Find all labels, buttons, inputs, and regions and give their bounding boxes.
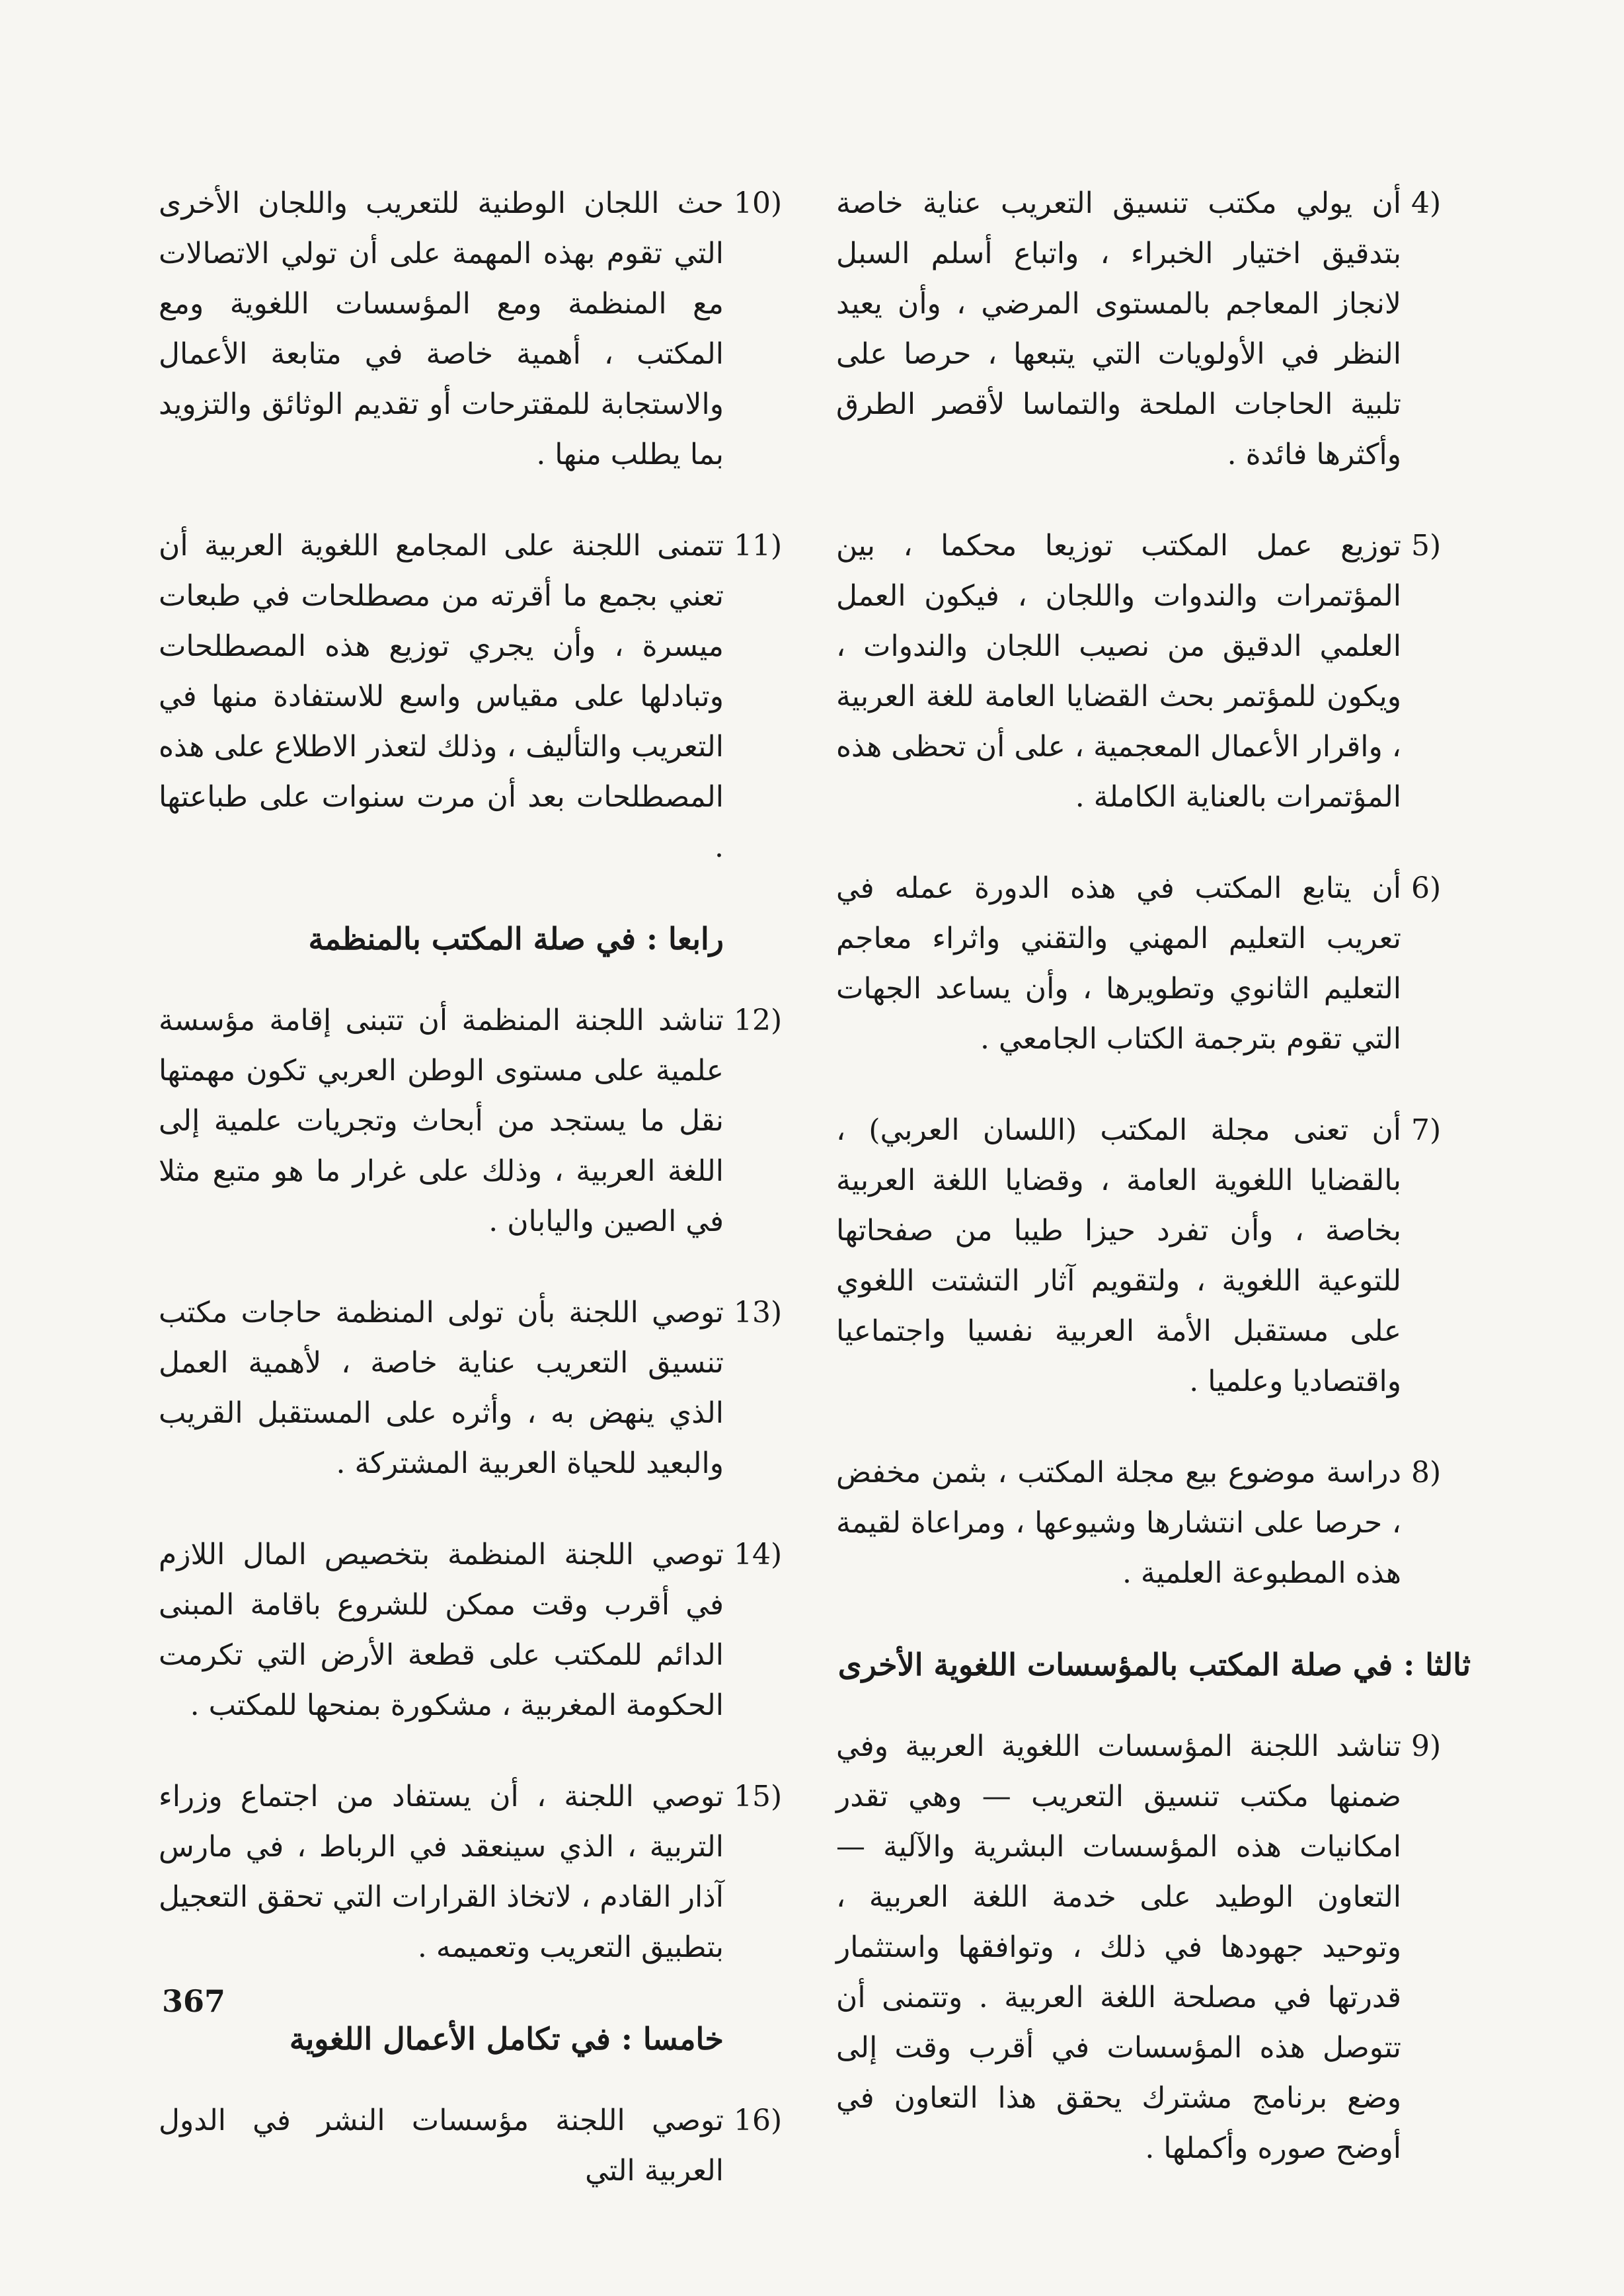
item-text: توصي اللجنة بأن تولى المنظمة حاجات مكتب تنسيق التعريب عناية خاصة ، لأهمية العمل الذي ينهض به ، وأثره على المستقبل القريب والبعيد للحياة العربية المشتركة . [159, 1296, 724, 1480]
list-item [836, 521, 1471, 822]
list-item [159, 2096, 793, 2196]
list-item [836, 1722, 1471, 2174]
list-item [159, 1530, 793, 1731]
item-number: 5) [1411, 529, 1442, 563]
list-item [159, 996, 793, 1247]
item-text: تناشد اللجنة المنظمة أن تتبنى إقامة مؤسسة علمية على مستوى الوطن العربي تكون مهمتها نقل ما يستجد من أبحاث وتجريات علمية إلى اللغة العربية ، وذلك على غرار ما هو متبع مثلا في الصين واليابان . [159, 1004, 724, 1238]
section-heading: خامسا : في تكامل الأعمال اللغوية [289, 2021, 724, 2057]
section-heading: ثالثا : في صلة المكتب بالمؤسسات اللغوية الأخرى [837, 1647, 1471, 1682]
item-number: 7) [1411, 1113, 1442, 1147]
item-text: توصي اللجنة مؤسسات النشر في الدول العربية التي [159, 2104, 724, 2188]
item-text: تناشد اللجنة المؤسسات اللغوية العربية وفي ضمنها مكتب تنسيق التعريب — وهي تقدر امكانيات هذه المؤسسات البشرية والآلية — التعاون الوطيد على خدمة اللغة العربية ، وتوحيد جهودها في ذلك ، وتوافقها واستثمار قدرتها في مصلحة اللغة العربية . وتتمنى أن تتوصل هذه المؤسسات في أقرب وقت إلى وضع برنامج مشترك يحقق هذا التعاون في أوضح صوره وأكملها . [836, 1729, 1401, 2165]
item-number: 13) [734, 1296, 783, 1329]
item-text: توصي اللجنة ، أن يستفاد من اجتماع وزراء التربية ، الذي سينعقد في الرباط ، في مارس آذار القادم ، لاتخاذ القرارات التي تحقق التعجيل بتطبيق التعريب وتعميمه . [159, 1780, 724, 1964]
item-text: حث اللجان الوطنية للتعريب واللجان الأخرى التي تقوم بهذه المهمة على أن تولي الاتصالات مع المنظمة ومع المؤسسات اللغوية ومع المكتب ، أهمية خاصة في متابعة الأعمال والاستجابة للمقترحات أو تقديم الوثائق والتزويد بما يطلب منها . [159, 186, 724, 471]
item-number: 14) [734, 1538, 783, 1571]
right-column [836, 178, 1471, 2215]
list-item [159, 1772, 793, 1973]
item-text: دراسة موضوع بيع مجلة المكتب ، بثمن مخفض ، حرصا على انتشارها وشيوعها ، ومراعاة لقيمة هذه المطبوعة العلمية . [836, 1456, 1401, 1590]
item-text: تتمنى اللجنة على المجامع اللغوية العربية أن تعني بجمع ما أقرته من مصطلحات في طبعات ميسرة ، وأن يجري توزيع هذه المصطلحات وتبادلها على مقياس واسع للاستفادة منها في التعريب والتأليف ، وذلك لتعذر الاطلاع على هذه المصطلحات بعد أن مرت سنوات على طباعتها . [159, 529, 724, 864]
list-item [836, 178, 1471, 480]
item-number: 15) [734, 1780, 783, 1813]
list-item [159, 178, 793, 480]
list-item [836, 863, 1471, 1064]
list-item [159, 521, 793, 873]
item-number: 12) [734, 1004, 783, 1037]
item-number: 10) [734, 186, 783, 220]
left-column [159, 178, 793, 2237]
page-number: 367 [162, 1983, 226, 2019]
item-number: 11) [734, 529, 783, 563]
item-text: أن يولي مكتب تنسيق التعريب عناية خاصة بتدقيق اختيار الخبراء ، واتباع أسلم السبل لانجاز المعاجم بالمستوى المرضي ، وأن يعيد النظر في الأولويات التي يتبعها ، حرصا على تلبية الحاجات الملحة والتماسا لأقصر الطرق وأكثرها فائدة . [836, 186, 1401, 471]
item-text: توصي اللجنة المنظمة بتخصيص المال اللازم في أقرب وقت ممكن للشروع باقامة المبنى الدائم للمكتب على قطعة الأرض التي تكرمت الحكومة المغربية ، مشكورة بمنحها للمكتب . [159, 1538, 724, 1722]
section-heading: رابعا : في صلة المكتب بالمنظمة [308, 921, 724, 957]
item-number: 16) [734, 2104, 783, 2137]
item-number: 6) [1411, 871, 1442, 905]
item-text: أن تعنى مجلة المكتب (اللسان العربي) ، بالقضايا اللغوية العامة ، وقضايا اللغة العربية بخاصة ، وأن تفرد حيزا طيبا من صفحاتها للتوعية اللغوية ، ولتقويم آثار التشتت اللغوي على مستقبل الأمة العربية نفسيا واجتماعيا واقتصاديا وعلميا . [836, 1113, 1401, 1398]
list-item [836, 1448, 1471, 1599]
item-number: 8) [1411, 1456, 1442, 1489]
item-number: 4) [1411, 186, 1442, 220]
item-text: أن يتابع المكتب في هذه الدورة عمله في تعريب التعليم المهني والتقني واثراء معاجم التعليم الثانوي وتطويرها ، وأن يساعد الجهات التي تقوم بترجمة الكتاب الجامعي . [836, 871, 1401, 1056]
list-item [159, 1288, 793, 1489]
list-item [836, 1105, 1471, 1407]
item-number: 9) [1411, 1729, 1442, 1763]
item-text: توزيع عمل المكتب توزيعا محكما ، بين المؤتمرات والندوات واللجان ، فيكون العمل العلمي الدقيق من نصيب اللجان والندوات ، ويكون للمؤتمر بحث القضايا العامة للغة العربية ، واقرار الأعمال المعجمية ، على أن تحظى هذه المؤتمرات بالعناية الكاملة . [836, 529, 1401, 814]
